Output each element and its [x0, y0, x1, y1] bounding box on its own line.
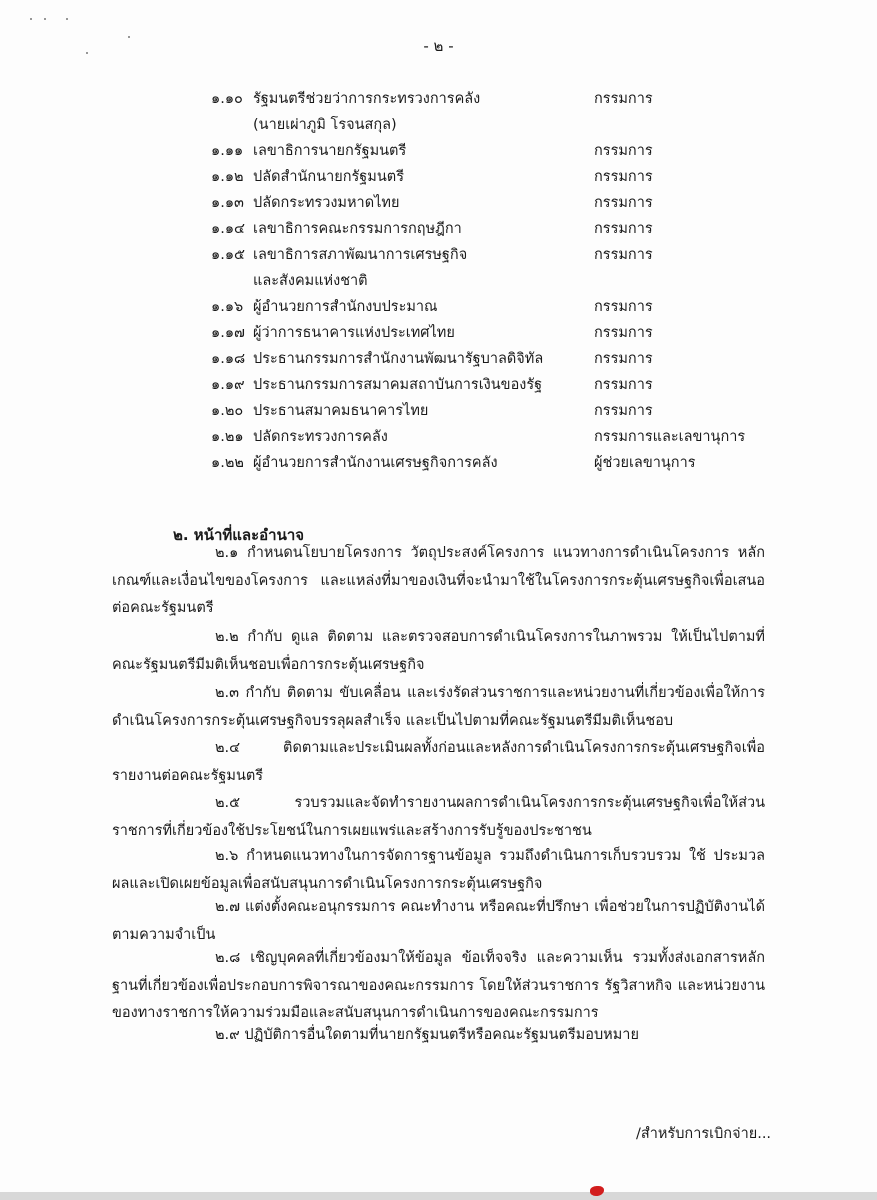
member-number: ๑.๑๓ [211, 195, 244, 211]
member-row [0, 347, 877, 371]
paragraph: ๒.๓ กำกับ ติดตาม ขับเคลื่อน และเร่งรัดส่วนราชการและหน่วยงานที่เกี่ยวข้องเพื่อให้การดำเนินโครงการกระตุ้นเศรษฐกิจบรรลุผลสำเร็จ และเป็นไปตามที่คณะรัฐมนตรีมีมติเห็นชอบ [112, 685, 765, 729]
member-row [0, 87, 877, 111]
member-role: กรรมการและเลขานุการ [594, 429, 746, 445]
member-row [0, 243, 877, 267]
member-row [0, 165, 877, 189]
member-role: กรรมการ [594, 247, 653, 263]
member-name: เลขาธิการนายกรัฐมนตรี [253, 143, 407, 159]
member-number: ๑.๒๒ [211, 455, 244, 471]
member-name: ประธานกรรมการสำนักงานพัฒนารัฐบาลดิจิทัล [253, 351, 544, 367]
member-name: เลขาธิการคณะกรรมการกฤษฎีกา [253, 221, 462, 237]
paragraph: ๒.๔ ติดตามและประเมินผลทั้งก่อนและหลังการดำเนินโครงการกระตุ้นเศรษฐกิจเพื่อรายงานต่อคณะรัฐมนตรี [112, 740, 765, 784]
member-number: ๑.๑๖ [211, 299, 244, 315]
paragraph: ๒.๒ กำกับ ดูแล ติดตาม และตรวจสอบการดำเนินโครงการในภาพรวม ให้เป็นไปตามที่คณะรัฐมนตรีมีมติเห็นชอบเพื่อการกระตุ้นเศรษฐกิจ [112, 629, 765, 673]
member-row [0, 321, 877, 345]
member-role: ผู้ช่วยเลขานุการ [594, 455, 696, 471]
paragraph: ๒.๙ ปฏิบัติการอื่นใดตามที่นายกรัฐมนตรีหรือคณะรัฐมนตรีมอบหมาย [215, 1027, 639, 1043]
member-number: ๑.๑๙ [211, 377, 245, 393]
member-name: ปลัดกระทรวงการคลัง [253, 429, 388, 445]
member-number: ๑.๑๑ [211, 143, 244, 159]
member-number: ๑.๒๐ [211, 403, 244, 419]
member-role: กรรมการ [594, 325, 653, 341]
paragraph: ๒.๕ รวบรวมและจัดทำรายงานผลการดำเนินโครงการกระตุ้นเศรษฐกิจเพื่อให้ส่วนราชการที่เกี่ยวข้องใช้ประโยชน์ในการเผยแพร่และสร้างการรับรู้ของประชาชน [112, 795, 765, 839]
page-number: - ๒ - [423, 37, 454, 55]
member-role: กรรมการ [594, 403, 653, 419]
member-row [0, 139, 877, 163]
member-number: ๑.๒๑ [211, 429, 244, 445]
member-row [0, 217, 877, 241]
member-name: ผู้อำนวยการสำนักงบประมาณ [253, 299, 438, 315]
member-number: ๑.๑๗ [211, 325, 245, 341]
member-name: รัฐมนตรีช่วยว่าการกระทรวงการคลัง [253, 91, 481, 107]
paragraph: ๒.๖ กำหนดแนวทางในการจัดการฐานข้อมูล รวมถึงดำเนินการเก็บรวบรวม ใช้ ประมวลผลและเปิดเผยข้อมูลเพื่อสนับสนุนการดำเนินโครงการกระตุ้นเศรษฐกิจ [112, 848, 765, 892]
member-row [0, 373, 877, 397]
member-role: กรรมการ [594, 195, 653, 211]
member-name: เลขาธิการสภาพัฒนาการเศรษฐกิจ [253, 247, 468, 263]
member-role: กรรมการ [594, 377, 653, 393]
member-role: กรรมการ [594, 351, 653, 367]
member-name: ผู้อำนวยการสำนักงานเศรษฐกิจการคลัง [253, 455, 498, 471]
member-role: กรรมการ [594, 221, 653, 237]
member-row [0, 425, 877, 449]
member-role: กรรมการ [594, 299, 653, 315]
page-bottom-edge [0, 1192, 877, 1200]
member-number: ๑.๑๐ [211, 91, 243, 107]
member-name: ประธานสมาคมธนาคารไทย [253, 403, 429, 419]
member-row [0, 191, 877, 215]
member-number: ๑.๑๔ [211, 221, 245, 237]
member-number: ๑.๑๘ [211, 351, 246, 367]
member-name: ปลัดสำนักนายกรัฐมนตรี [253, 169, 404, 185]
paragraph: ๒.๗ แต่งตั้งคณะอนุกรรมการ คณะทำงาน หรือคณะที่ปรึกษา เพื่อช่วยในการปฏิบัติงานได้ตามความจำเป็น [112, 899, 765, 943]
member-row [0, 295, 877, 319]
member-number: ๑.๑๒ [211, 169, 244, 185]
member-name: ผู้ว่าการธนาคารแห่งประเทศไทย [253, 325, 455, 341]
member-role: กรรมการ [594, 143, 653, 159]
member-role: กรรมการ [594, 91, 653, 107]
member-name-continuation: และสังคมแห่งชาติ [253, 273, 368, 289]
member-name-continuation: (นายเผ่าภูมิ โรจนสกุล) [253, 117, 397, 133]
member-row [0, 451, 877, 475]
paragraph: ๒.๑ กำหนดนโยบายโครงการ วัตถุประสงค์โครงการ แนวทางการดำเนินโครงการ หลักเกณฑ์และเงื่อนไขของโครงการ และแหล่งที่มาของเงินที่จะนำมาใช้ในโครงการกระตุ้นเศรษฐกิจเพื่อเสนอต่อคณะรัฐมนตรี [112, 545, 765, 616]
member-name: ปลัดกระทรวงมหาดไทย [253, 195, 400, 211]
member-number: ๑.๑๕ [211, 247, 245, 263]
continuation-note: /สำหรับการเบิกจ่าย... [636, 1126, 772, 1142]
member-row [0, 399, 877, 423]
section-heading: ๒. หน้าที่และอำนาจ [173, 526, 305, 544]
paragraph: ๒.๘ เชิญบุคคลที่เกี่ยวข้องมาให้ข้อมูล ข้อเท็จจริง และความเห็น รวมทั้งส่งเอกสารหลักฐานที่เกี่ยวข้องเพื่อประกอบการพิจารณาของคณะกรรมการ โดยให้ส่วนราชการ รัฐวิสาหกิจ และหน่วยงานของทางราชการให้ความร่วมมือและสนับสนุนการดำเนินการของคณะกรรมการ [112, 950, 765, 1021]
member-name: ประธานกรรมการสมาคมสถาบันการเงินของรัฐ [253, 377, 543, 393]
member-role: กรรมการ [594, 169, 653, 185]
